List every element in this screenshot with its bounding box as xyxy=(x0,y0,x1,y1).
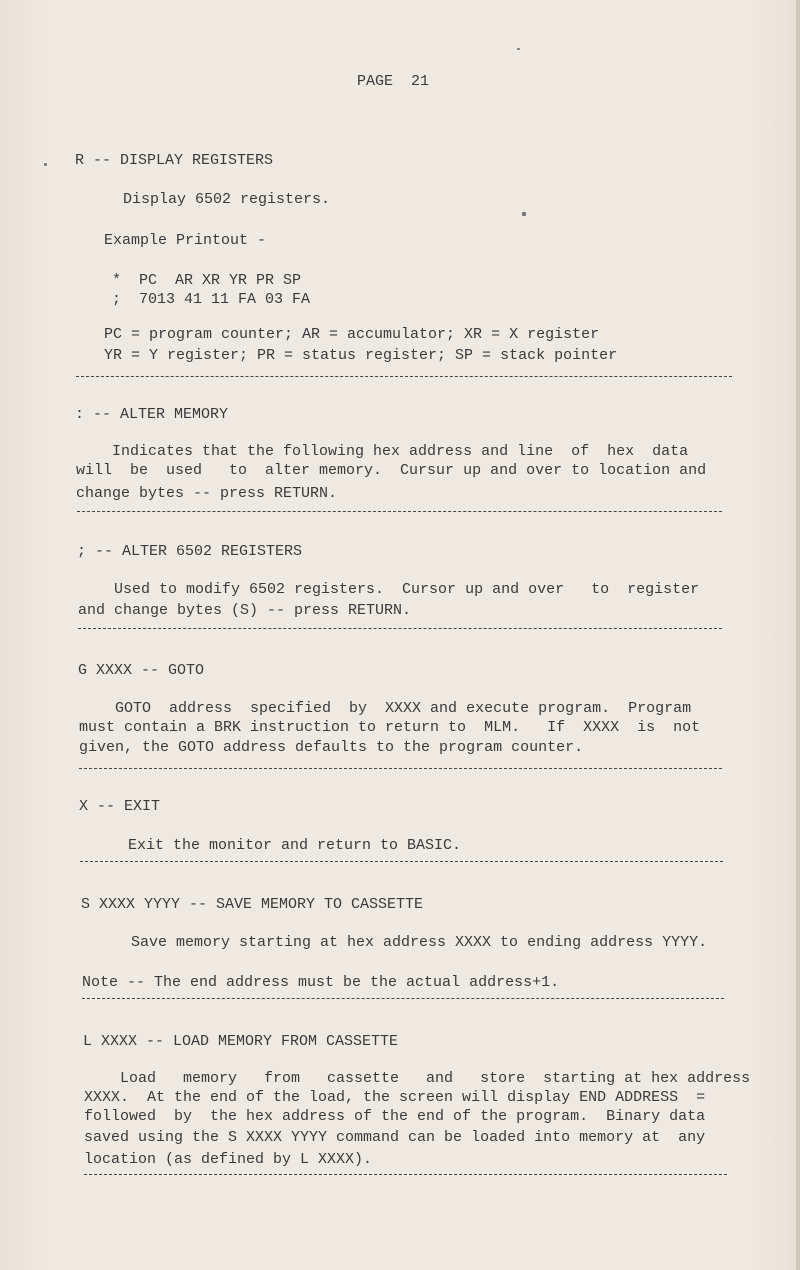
section-heading-alter-registers: ; -- ALTER 6502 REGISTERS xyxy=(77,543,303,560)
paragraph-line: Exit the monitor and return to BASIC. xyxy=(128,837,462,854)
paper-speck xyxy=(44,163,47,166)
paragraph-line: Indicates that the following hex address and line of hex data xyxy=(76,443,689,460)
register-legend-line: YR = Y register; PR = status register; SP = stack pointer xyxy=(104,347,618,364)
paragraph-line: will be used to alter memory. Cursur up and over to location and xyxy=(76,462,707,479)
paragraph-line: Used to modify 6502 registers. Cursor up and over to register xyxy=(78,581,700,598)
paragraph-line: Save memory starting at hex address XXXX to ending address YYYY. xyxy=(131,934,708,951)
paragraph-line: followed by the hex address of the end of the program. Binary data xyxy=(84,1108,706,1125)
section-heading-load: L XXXX -- LOAD MEMORY FROM CASSETTE xyxy=(83,1033,399,1050)
section-description: Display 6502 registers. xyxy=(123,191,331,208)
paper-speck xyxy=(522,212,526,216)
dashed-divider xyxy=(79,768,722,769)
paragraph-line: location (as defined by L XXXX). xyxy=(84,1151,373,1168)
paragraph-line: XXXX. At the end of the load, the screen will display END ADDRESS = xyxy=(84,1089,706,1106)
register-legend-line: PC = program counter; AR = accumulator; XR = X register xyxy=(104,326,600,343)
printout-values-line: ; 7013 41 11 FA 03 FA xyxy=(112,291,311,308)
section-heading-exit: X -- EXIT xyxy=(79,798,161,815)
paper-speck xyxy=(517,48,520,50)
printout-header-line: * PC AR XR YR PR SP xyxy=(112,272,302,289)
paragraph-line: Load memory from cassette and store starting at hex address xyxy=(84,1070,751,1087)
dashed-divider xyxy=(77,511,722,512)
section-heading-save: S XXXX YYYY -- SAVE MEMORY TO CASSETTE xyxy=(81,896,424,913)
note-line: Note -- The end address must be the actual address+1. xyxy=(82,974,560,991)
section-heading-alter-memory: : -- ALTER MEMORY xyxy=(75,406,229,423)
dashed-divider xyxy=(76,376,732,377)
example-label: Example Printout - xyxy=(104,232,267,249)
paragraph-line: change bytes -- press RETURN. xyxy=(76,485,338,502)
page-edge xyxy=(796,0,800,1270)
paragraph-line: given, the GOTO address defaults to the program counter. xyxy=(79,739,584,756)
section-heading-goto: G XXXX -- GOTO xyxy=(78,662,205,679)
dashed-divider xyxy=(84,1174,727,1175)
dashed-divider xyxy=(78,628,722,629)
dashed-divider xyxy=(80,861,723,862)
paragraph-line: GOTO address specified by XXXX and execute program. Program xyxy=(79,700,692,717)
paragraph-line: saved using the S XXXX YYYY command can be loaded into memory at any xyxy=(84,1129,706,1146)
section-heading-display-registers: R -- DISPLAY REGISTERS xyxy=(75,152,274,169)
paragraph-line: and change bytes (S) -- press RETURN. xyxy=(78,602,412,619)
paragraph-line: must contain a BRK instruction to return to MLM. If XXXX is not xyxy=(79,719,701,736)
dashed-divider xyxy=(82,998,724,999)
page-number: PAGE 21 xyxy=(357,73,430,90)
